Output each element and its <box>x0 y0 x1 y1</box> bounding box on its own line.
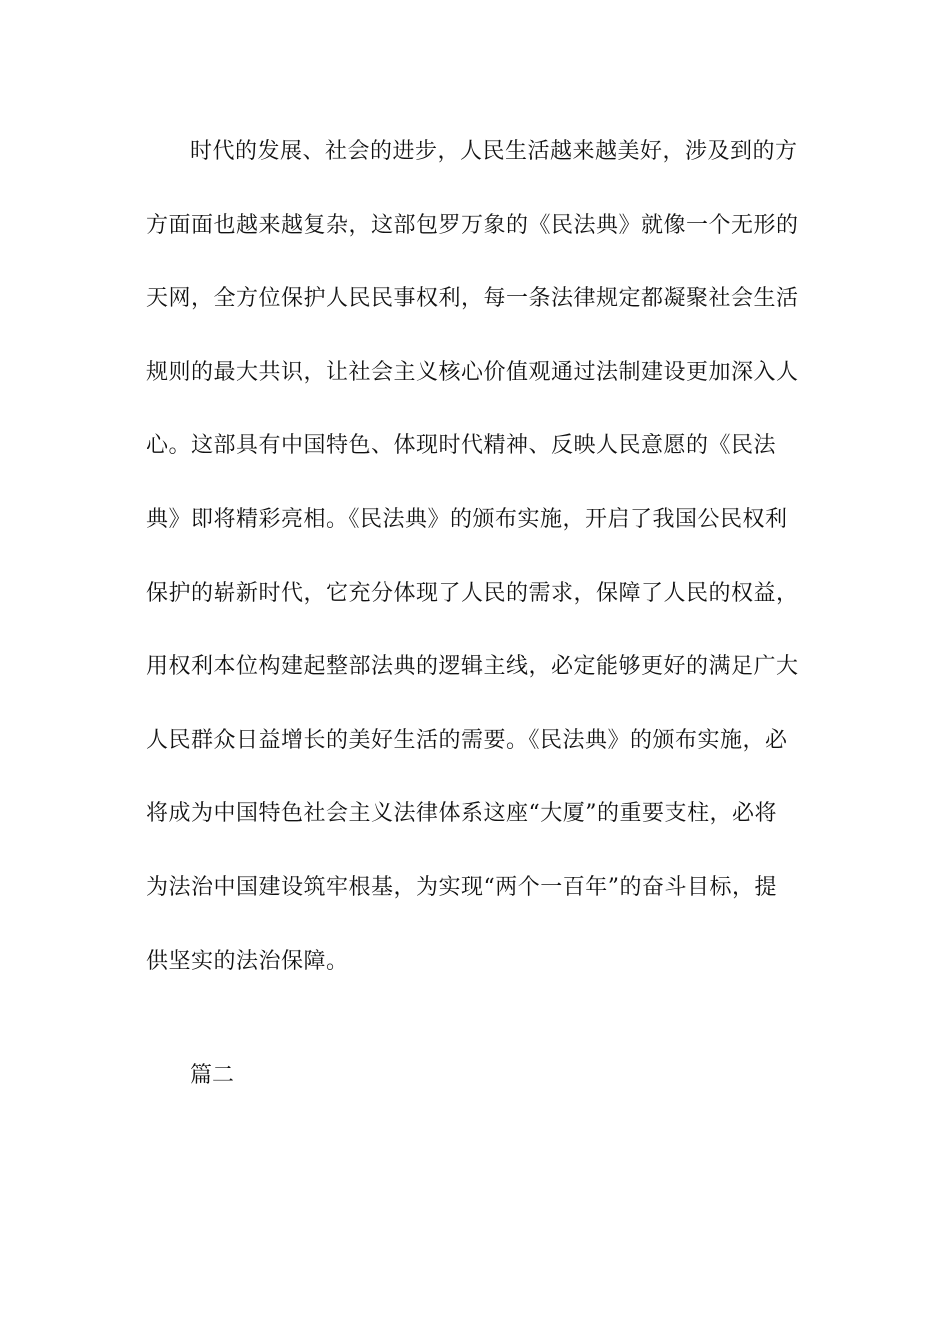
paragraph-line: 用权利本位构建起整部法典的逻辑主线，必定能够更好的满足广大 <box>146 654 799 680</box>
paragraph-line: 供坚实的法治保障。 <box>146 948 349 974</box>
paragraph-line: 天网，全方位保护人民民事权利，每一条法律规定都凝聚社会生活 <box>146 286 799 312</box>
paragraph-line: 人民群众日益增长的美好生活的需要。《民法典》的颁布实施，必 <box>146 727 788 753</box>
body-paragraph <box>146 128 799 1011</box>
paragraph-line: 保护的崭新时代，它充分体现了人民的需求，保障了人民的权益， <box>146 580 799 606</box>
paragraph-line: 将成为中国特色社会主义法律体系这座“大厦”的重要支柱，必将 <box>146 801 777 827</box>
paragraph-line: 规则的最大共识，让社会主义核心价值观通过法制建设更加深入人 <box>146 359 799 385</box>
paragraph-line: 为法治中国建设筑牢根基，为实现“两个一百年”的奋斗目标，提 <box>146 874 777 900</box>
section-title: 篇二 <box>190 1063 235 1088</box>
paragraph-line: 心。这部具有中国特色、体现时代精神、反映人民意愿的《民法 <box>146 433 777 459</box>
paragraph-line: 方面面也越来越复杂，这部包罗万象的《民法典》就像一个无形的 <box>146 212 799 238</box>
paragraph-line: 时代的发展、社会的进步，人民生活越来越美好，涉及到的方 <box>190 139 798 164</box>
paragraph-line: 典》即将精彩亮相。《民法典》的颁布实施，开启了我国公民权利 <box>146 506 788 532</box>
